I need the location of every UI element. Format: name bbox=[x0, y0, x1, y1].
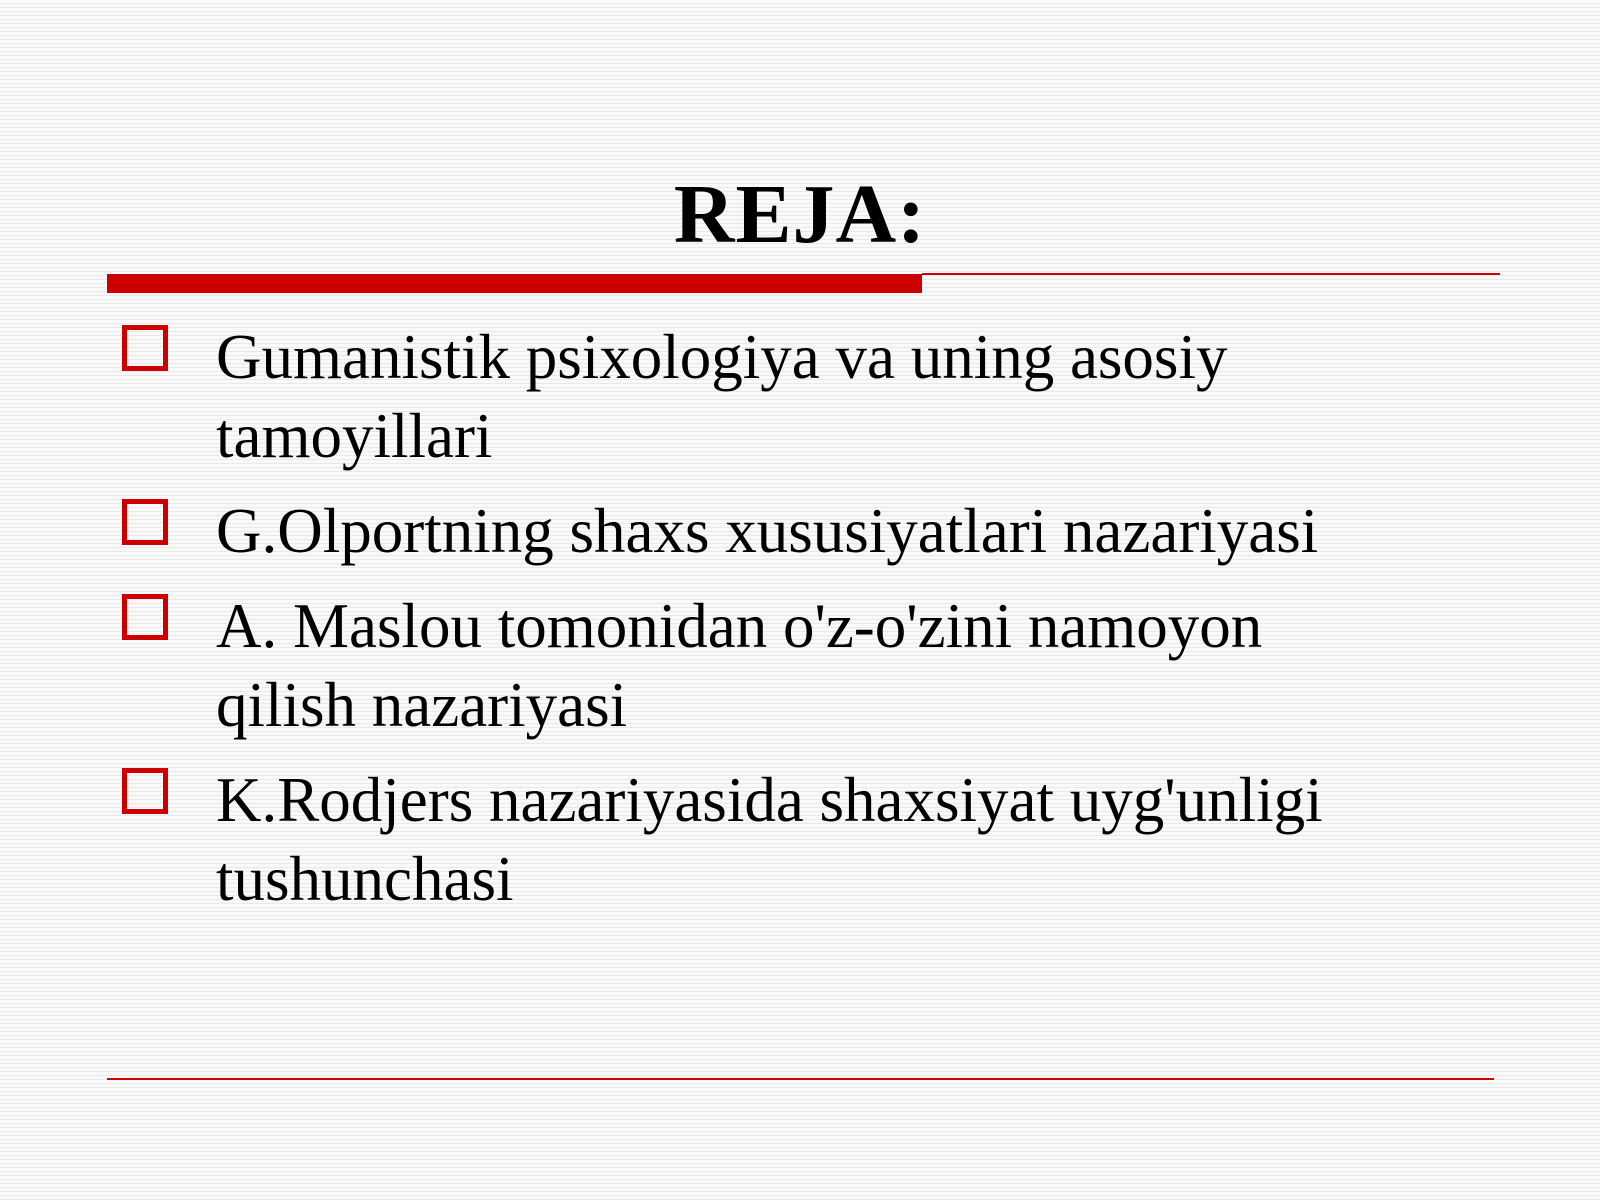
title-underline-thick bbox=[107, 274, 922, 293]
square-bullet-icon bbox=[122, 499, 168, 545]
bullet-list bbox=[0, 318, 1600, 935]
bullet-text: K.Rodjers nazariyasida shaxsiyat uyg'unligi tushunchasi bbox=[216, 765, 1323, 914]
title-underline-thin bbox=[922, 273, 1500, 275]
square-bullet-icon bbox=[122, 594, 168, 640]
square-bullet-icon bbox=[122, 768, 168, 814]
footer-divider bbox=[107, 1078, 1494, 1080]
bullet-item bbox=[0, 587, 1406, 745]
slide-title: REJA: bbox=[673, 168, 927, 261]
bullet-text: Gumanistik psixologiya va uning asosiy tamoyillari bbox=[216, 322, 1228, 471]
bullet-item bbox=[0, 761, 1406, 919]
bullet-text: A. Maslou tomonidan o'z-o'zini namoyon qilish nazariyasi bbox=[216, 591, 1263, 740]
bullet-item bbox=[0, 492, 1406, 571]
square-bullet-icon bbox=[122, 325, 168, 371]
bullet-item bbox=[0, 318, 1406, 476]
bullet-text: G.Olportning shaxs xususiyatlari nazariyasi bbox=[216, 496, 1319, 566]
